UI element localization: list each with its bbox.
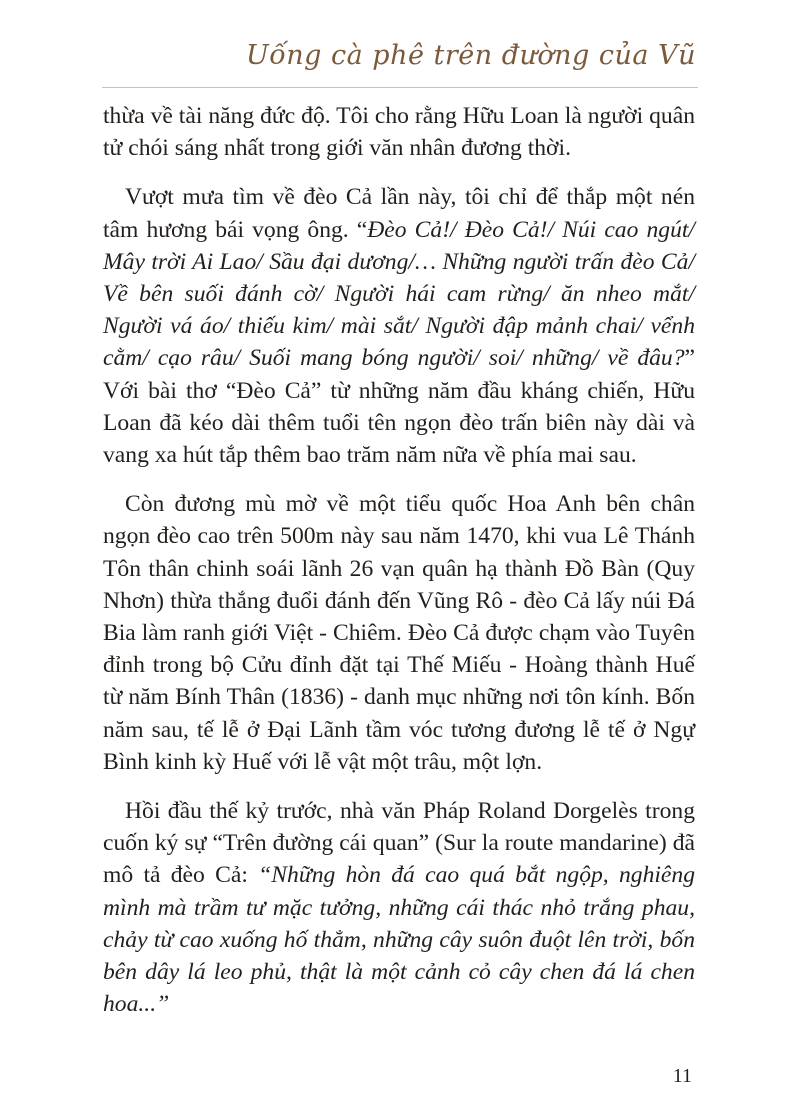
running-header: Uống cà phê trên đường của Vũ — [245, 40, 696, 71]
page-body — [103, 100, 695, 1037]
header-divider — [102, 87, 698, 88]
paragraph — [103, 795, 695, 1020]
page-number: 11 — [672, 1065, 692, 1087]
paragraph-text: thừa về tài năng đức độ. Tôi cho rằng Hữu Loan là người quân tử chói sáng nhất trong giới văn nhân đương thời. — [103, 103, 695, 162]
paragraph-text: ” Với bài thơ “Đèo Cả” từ những năm đầu kháng chiến, Hữu Loan đã kéo dài thêm tuổi tên ngọn đèo trấn biên này dài và vang xa hút tắp thêm bao trăm năm nữa về phía mai sau. — [103, 345, 695, 469]
paragraph — [103, 181, 695, 471]
paragraph-text: Vượt mưa tìm về đèo Cả lần này, tôi chỉ để thắp một nén tâm hương bái vọng ông. “ — [103, 184, 695, 243]
paragraph-text: Còn đương mù mờ về một tiểu quốc Hoa Anh bên chân ngọn đèo cao trên 500m này sau năm 1470, khi vua Lê Thánh Tôn thân chinh soái lãnh 26 vạn quân hạ thành Đồ Bàn (Quy Nhơn) thừa thắng đuổi đánh đến Vũng Rô - đèo Cả lấy núi Đá Bia làm ranh giới Việt - Chiêm. Đèo Cả được chạm vào Tuyên đỉnh trong bộ Cửu đỉnh đặt tại Thế Miếu - Hoàng thành Huế từ năm Bính Thân (1836) - danh mục những nơi tôn kính. Bốn năm sau, tế lễ ở Đại Lãnh tầm vóc tương đương lễ tế ở Ngự Bình kinh kỳ Huế với lễ vật một trâu, một lợn. — [103, 491, 695, 775]
paragraph — [103, 488, 695, 778]
paragraph — [103, 100, 695, 164]
book-quote: “Những hòn đá cao quá bắt ngộp, nghiêng mình mà trầm tư mặc tưởng, những cái thác nhỏ trắng phau, chảy từ cao xuống hố thẳm, những cây suôn đuột lên trời, bốn bên dây lá leo phủ, thật là một cảnh cỏ cây chen đá lá chen hoa...” — [103, 862, 695, 1018]
paragraph-text: Hồi đầu thế kỷ trước, nhà văn Pháp Roland Dorgelès trong cuốn ký sự “Trên đường cái quan” (Sur la route mandarine) đã mô tả đèo Cả: — [103, 798, 695, 889]
poem-quote: Đèo Cả!/ Đèo Cả!/ Núi cao ngút/ Mây trời Ai Lao/ Sầu đại dương/… Những người trấn đèo Cả/ Về bên suối đánh cờ/ Người hái cam rừng/ ăn nheo mắt/ Người vá áo/ thiếu kim/ mài sắt/ Người đập mảnh chai/ vểnh cằm/ cạo râu/ Suối mang bóng người/ soi/ những/ về đâu? — [103, 216, 695, 372]
